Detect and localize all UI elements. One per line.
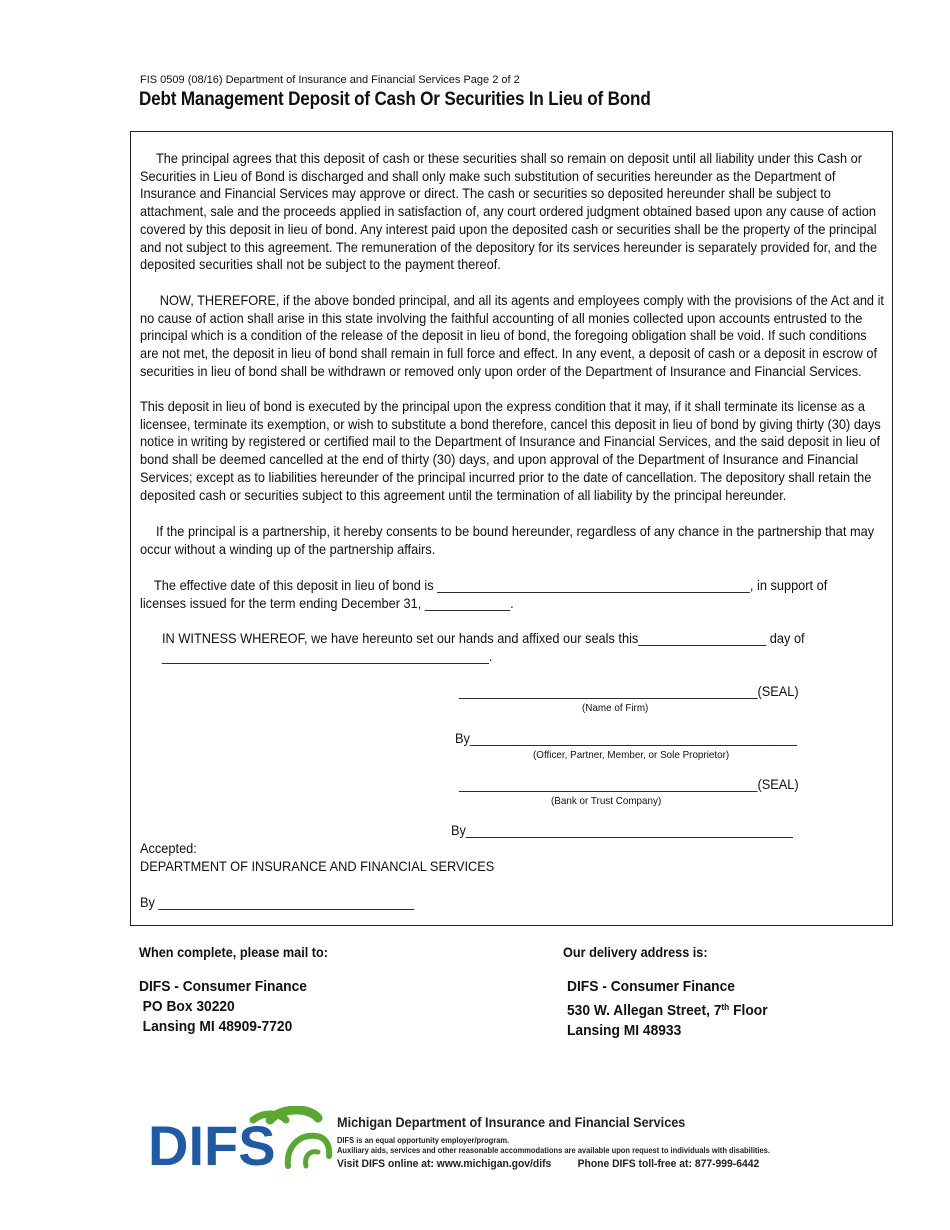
- phone-number: Phone DIFS toll-free at: 877-999-6442: [577, 1158, 760, 1170]
- effective-date-line[interactable]: The effective date of this deposit in lieu of bond is ____________________________________________, in support of: [154, 578, 828, 593]
- officer-caption: (Officer, Partner, Member, or Sole Proprietor): [533, 749, 730, 761]
- difs-logo: [148, 1106, 333, 1177]
- bank-signature-line[interactable]: __________________________________________(SEAL): [459, 777, 799, 792]
- paragraph-deposit-terms: The principal agrees that this deposit of cash or these securities shall so remain on deposit until all liability under this Cash or Securities in Lieu of Bond is discharged and shall only make such substitution of securities hereunder as the Department of Insurance and Financial Services may approve or direct. The cash or securities so deposited hereunder shall be subject to attachment, sale and the proceeds applied in satisfaction of, any court ordered judgment obtained based upon any cause of action covered by this deposit in lieu of bond. Any interest paid upon the deposited cash or securities shall be the property of the principal and not subject to this agreement. The remuneration of the depository for its services hereunder is separately provided for, and the deposited securities shall not be subject to the payment thereof.: [140, 151, 878, 273]
- page-title: Debt Management Deposit of Cash Or Securities In Lieu of Bond: [139, 89, 651, 110]
- mail-line-1: DIFS - Consumer Finance: [139, 978, 307, 995]
- officer-signature-line[interactable]: By______________________________________________: [455, 731, 797, 746]
- mail-heading: When complete, please mail to:: [139, 945, 328, 960]
- delivery-heading: Our delivery address is:: [563, 945, 708, 960]
- witness-line[interactable]: IN WITNESS WHEREOF, we have hereunto set our hands and affixed our seals this__________________ day of: [162, 631, 805, 646]
- agency-name: Michigan Department of Insurance and Financial Services: [337, 1115, 686, 1130]
- difs-logo-text: DIFS: [148, 1114, 276, 1172]
- mail-line-3: Lansing MI 48909-7720: [142, 1018, 293, 1035]
- delivery-address: [567, 977, 768, 1041]
- paragraph-partnership: If the principal is a partnership, it hereby consents to be bound hereunder, regardless of any chance in the partnership that may occur without a winding up of the partnership affairs.: [140, 524, 875, 557]
- paragraph-cancellation: This deposit in lieu of bond is executed by the principal upon the express condition that it may, if it shall terminate its license as a licensee, terminate its exemption, or wish to substitute a bond therefore, cancel this deposit in lieu of bond by giving thirty (30) days notice in writing by registered or certified mail to the Department of Insurance and Financial Services, and the said deposit in lieu of bond shall be deemed cancelled at the end of thirty (30) days, and upon approval of the Department of Insurance and Financial Services; except as to liabilities hereunder of the principal incurred prior to the date of cancellation. The depository shall retain the deposited cash or securities subject to this agreement until the termination of all liability by the principal hereunder.: [140, 399, 881, 503]
- delivery-line-1: DIFS - Consumer Finance: [567, 978, 735, 995]
- equal-opportunity-notice: DIFS is an equal opportunity employer/program. Auxiliary aids, services and other reasonable accommodations are available upon request to individuals with disabilities.: [337, 1136, 770, 1155]
- department-by-line[interactable]: By ____________________________________: [140, 895, 415, 910]
- mail-line-2: PO Box 30220: [142, 998, 235, 1015]
- bank-caption: (Bank or Trust Company): [551, 795, 662, 807]
- bank-by-signature-line[interactable]: By______________________________________________: [451, 823, 793, 838]
- delivery-line-2: 530 W. Allegan Street, 7th Floor: [567, 1002, 768, 1019]
- witness-date-line[interactable]: ______________________________________________.: [162, 649, 493, 664]
- form-body-box: [130, 131, 893, 926]
- firm-signature-line[interactable]: __________________________________________(SEAL): [459, 684, 799, 699]
- paragraph-now-therefore: NOW, THEREFORE, if the above bonded principal, and all its agents and employees comply with the provisions of the Act and it no cause of action shall arise in this state involving the faithful accounting of all monies collected upon accounts entrusted to the principal which is a condition of the release of the deposit in lieu of bond, the foregoing obligation shall be void. If such conditions are not met, the deposit in lieu of bond shall remain in full force and effect. In any event, a deposit of cash or a deposit in escrow of securities in lieu of bond shall be withdrawn or removed only upon order of the Department of Insurance and Financial Services.: [140, 293, 884, 379]
- mail-address: [139, 977, 307, 1037]
- form-id: FIS 0509 (08/16) Department of Insurance and Financial Services Page 2 of 2: [140, 74, 520, 86]
- contact-info: [337, 1158, 786, 1170]
- term-ending-line[interactable]: licenses issued for the term ending December 31, ____________.: [140, 596, 514, 611]
- accepted-label: Accepted:: [140, 841, 197, 856]
- delivery-line-3: Lansing MI 48933: [567, 1022, 682, 1039]
- website-link[interactable]: Visit DIFS online at: www.michigan.gov/difs: [337, 1158, 552, 1170]
- department-label: DEPARTMENT OF INSURANCE AND FINANCIAL SERVICES: [140, 859, 495, 874]
- firm-caption: (Name of Firm): [582, 702, 649, 714]
